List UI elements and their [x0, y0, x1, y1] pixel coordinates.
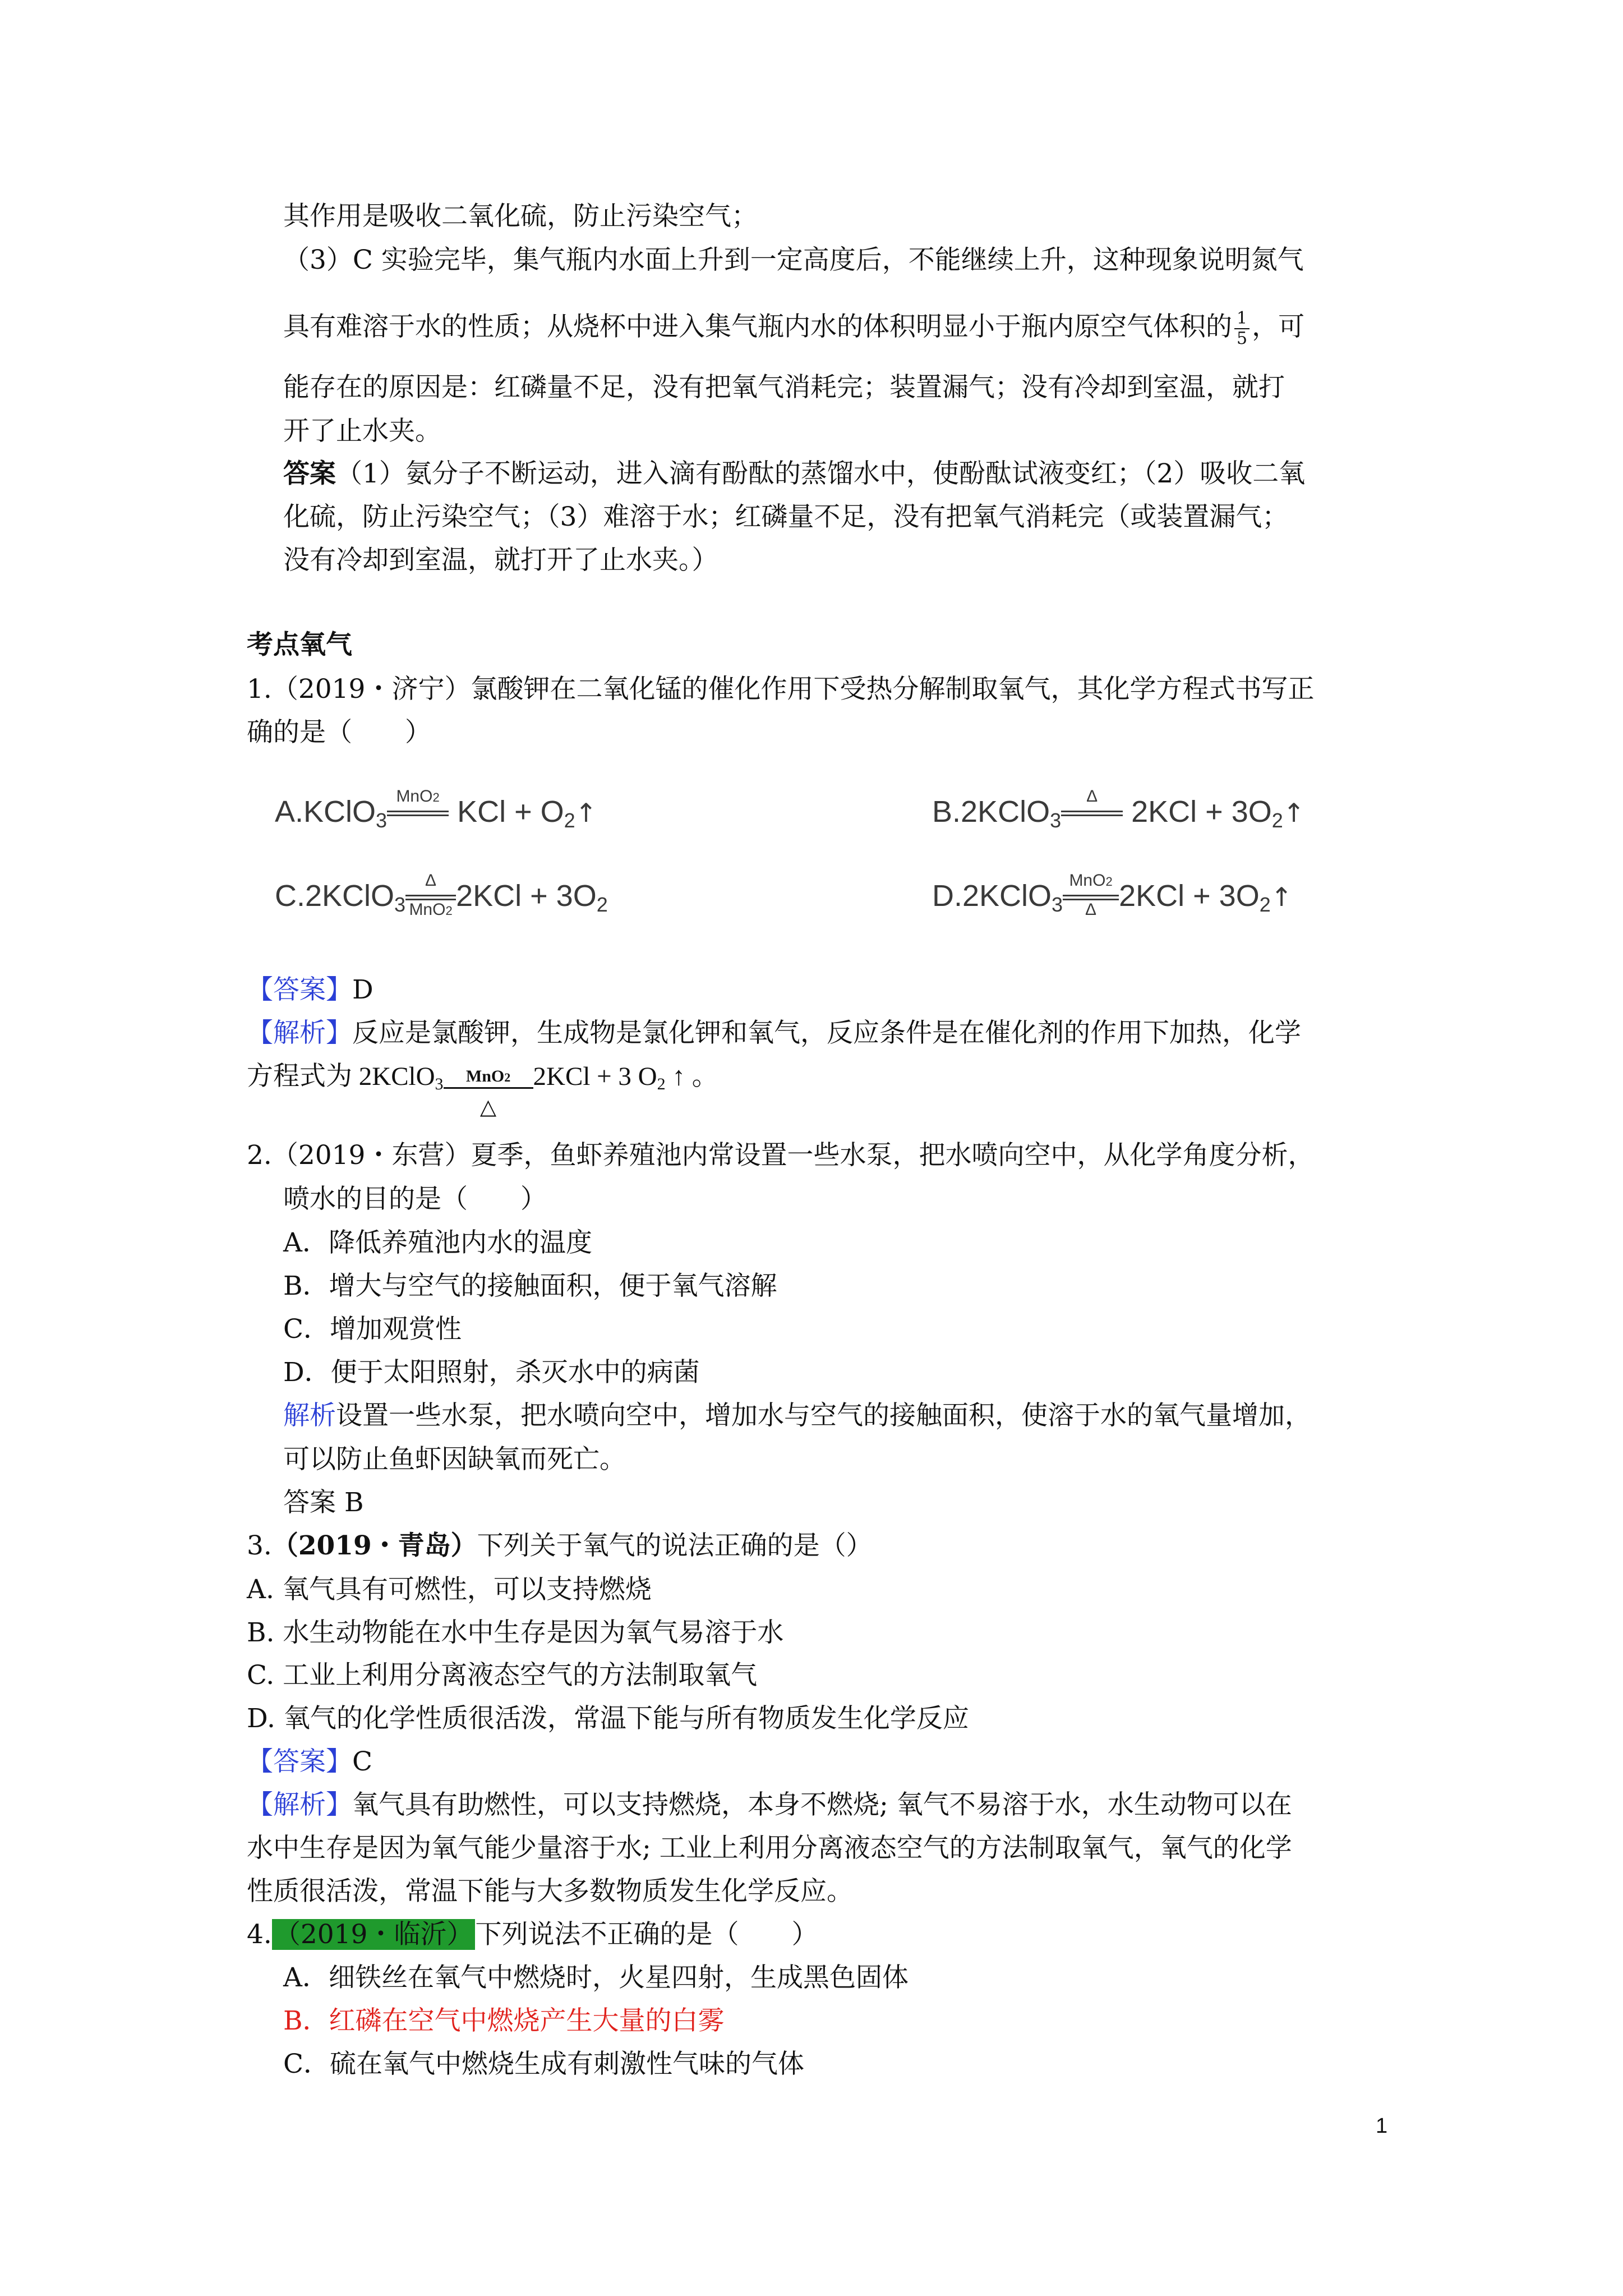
subscript: 2	[596, 893, 608, 916]
question-source: （2019・青岛）	[271, 1530, 477, 1561]
subscript: 3	[435, 1075, 444, 1093]
fraction	[1234, 310, 1249, 347]
condition-text: MnO	[1069, 871, 1106, 890]
formula-text: 2KCl + 3O	[456, 879, 597, 913]
section-title: 考点氧气	[247, 629, 352, 660]
text-span: 具有难溶于水的性质；从烧杯中进入集气瓶内水的体积明显小于瓶内原空气体积的	[283, 311, 1232, 342]
formula-text: 2KCl + 3 O	[533, 1062, 657, 1091]
analysis-line	[283, 1402, 1311, 1429]
answer-label: 答案	[283, 458, 336, 489]
reaction-condition	[444, 1065, 533, 1120]
question-text: 下列关于氧气的说法正确的是（）	[477, 1530, 873, 1561]
text-line: 没有冷却到室温，就打开了止水夹。）	[283, 545, 718, 576]
subscript: 2	[1271, 809, 1283, 832]
reaction-condition	[1063, 871, 1119, 919]
text-line: 其作用是吸收二氧化硫，防止污染空气；	[283, 201, 758, 232]
analysis-text: 设置一些水泵，把水喷向空中，增加水与空气的接触面积，使溶于水的氧气量增加，	[336, 1400, 1311, 1431]
analysis-text: 氧气具有助燃性，可以支持燃烧，本身不燃烧; 氧气不易溶于水，水生动物可以在	[352, 1789, 1292, 1820]
formula-text: ↑ 。	[665, 1062, 718, 1091]
subscript: 3	[376, 809, 388, 832]
analysis-label: 【解析】	[247, 1789, 352, 1820]
formula-text: 2KCl + 3O	[1123, 795, 1272, 829]
analysis-text: 反应是氯酸钾，生成物是氯化钾和氧气，反应条件是在催化剂的作用下加热，化学	[352, 1018, 1301, 1048]
condition-text: Δ	[1086, 786, 1098, 806]
option-d: D．便于太阳照射，杀灭水中的病菌	[283, 1357, 700, 1388]
question-1-text: 确的是（ ）	[247, 717, 431, 748]
subscript: 2	[1259, 893, 1271, 916]
option-c: C. 工业上利用分离液态空气的方法制取氧气	[247, 1660, 758, 1691]
question-4-text	[247, 1921, 818, 1948]
subscript: 2	[504, 1070, 511, 1085]
answer-line	[283, 458, 1306, 489]
question-3-text	[247, 1530, 873, 1561]
condition-text: △	[479, 1094, 497, 1120]
subscript: 3	[394, 893, 406, 916]
question-1-text: 1.（2019・济宁）氯酸钾在二氧化锰的催化作用下受热分解制取氧气，其化学方程式书写正	[247, 674, 1315, 705]
formula-text: A.KClO	[275, 795, 376, 829]
answer-label: 【答案】	[247, 1746, 352, 1777]
option-b-equation	[932, 786, 1305, 832]
answer-label: 【答案】	[247, 974, 352, 1005]
option-a: A. 氧气具有可燃性，可以支持燃烧	[247, 1574, 652, 1605]
analysis-label: 【解析】	[247, 1018, 352, 1048]
formula-text: B.2KClO	[932, 795, 1050, 829]
fraction-numerator: 1	[1234, 310, 1249, 329]
answer-line	[247, 974, 374, 1005]
question-text: 下列说法不正确的是（ ）	[475, 1919, 818, 1950]
text-line: 开了止水夹。	[283, 416, 441, 447]
option-b: B．增大与空气的接触面积，便于氧气溶解	[283, 1271, 777, 1301]
text-line	[283, 310, 1304, 347]
text-span: ，可	[1252, 311, 1305, 342]
formula-text: C.2KClO	[275, 879, 395, 913]
condition-text: Δ	[425, 871, 437, 890]
page-number: 1	[1376, 2114, 1388, 2138]
up-arrow-icon: ↑	[575, 798, 597, 828]
formula-text: 2KCl + 3O	[1119, 879, 1260, 913]
option-a: A．细铁丝在氧气中燃烧时，火星四射，生成黑色固体	[283, 1962, 909, 1993]
answer-line: 答案 B	[283, 1487, 364, 1518]
fraction-denominator: 5	[1237, 329, 1248, 348]
answer-value: C	[352, 1746, 372, 1777]
answer-line	[247, 1746, 372, 1777]
subscript: 2	[564, 809, 575, 832]
condition-text: MnO	[396, 786, 433, 806]
option-c: C．增加观赏性	[283, 1314, 462, 1345]
condition-text: Δ	[1085, 900, 1097, 919]
subscript: 2	[1105, 874, 1113, 889]
subscript: 2	[657, 1075, 666, 1093]
answer-value: D	[352, 974, 374, 1005]
reaction-condition	[405, 871, 456, 919]
formula-text: D.2KClO	[932, 879, 1052, 913]
text-line: 能存在的原因是：红磷量不足，没有把氧气消耗完；装置漏气；没有冷却到室温，就打	[283, 372, 1285, 403]
option-a-equation	[275, 786, 597, 832]
question-source-highlight: （2019・临沂）	[272, 1919, 476, 1950]
question-2-text: 2.（2019・东营）夏季，鱼虾养殖池内常设置一些水泵，把水喷向空中，从化学角度分析，	[247, 1140, 1315, 1171]
question-number: 3.	[247, 1530, 272, 1561]
subscript: 3	[1050, 809, 1062, 832]
condition-text: MnO	[409, 900, 446, 919]
analysis-line	[247, 1789, 1292, 1820]
option-b: B. 水生动物能在水中生存是因为氧气易溶于水	[247, 1617, 784, 1648]
answer-text: （1）氨分子不断运动，进入滴有酚酞的蒸馏水中，使酚酞试液变红；（2）吸收二氧	[336, 458, 1306, 489]
reaction-condition	[1061, 786, 1123, 831]
analysis-line	[247, 1062, 718, 1120]
up-arrow-icon: ↑	[1283, 798, 1305, 828]
option-d-equation	[932, 871, 1293, 919]
text-line: 化硫，防止污染空气；（3）难溶于水；红磷量不足，没有把氧气消耗完（或装置漏气；	[283, 501, 1289, 532]
option-d: D. 氧气的化学性质很活泼，常温下能与所有物质发生化学反应	[247, 1703, 969, 1734]
analysis-line: 性质很活泼，常温下能与大多数物质发生化学反应。	[247, 1876, 853, 1907]
option-b: B．红磷在空气中燃烧产生大量的白雾	[283, 2005, 725, 2036]
condition-text: MnO	[465, 1067, 505, 1086]
reaction-condition	[387, 786, 449, 831]
text-line: （3）C 实验完毕，集气瓶内水面上升到一定高度后，不能继续上升，这种现象说明氮气	[283, 245, 1304, 275]
subscript: 3	[1052, 893, 1063, 916]
analysis-line: 水中生存是因为氧气能少量溶于水; 工业上利用分离液态空气的方法制取氧气，氧气的化学	[247, 1833, 1292, 1864]
question-2-text: 喷水的目的是（ ）	[283, 1184, 547, 1214]
formula-text: 方程式为 2KClO	[247, 1062, 435, 1091]
option-a: A．降低养殖池内水的温度	[283, 1227, 592, 1258]
question-number: 4.	[247, 1919, 272, 1950]
analysis-line	[247, 1020, 1301, 1046]
analysis-line: 可以防止鱼虾因缺氧而死亡。	[283, 1444, 626, 1475]
up-arrow-icon: ↑	[1270, 882, 1293, 912]
subscript: 2	[445, 903, 453, 918]
option-c-equation	[275, 871, 608, 919]
option-c: C．硫在氧气中燃烧生成有刺激性气味的气体	[283, 2049, 804, 2079]
analysis-label: 解析	[283, 1400, 336, 1431]
subscript: 2	[432, 790, 440, 804]
formula-text: KCl + O	[449, 795, 564, 829]
